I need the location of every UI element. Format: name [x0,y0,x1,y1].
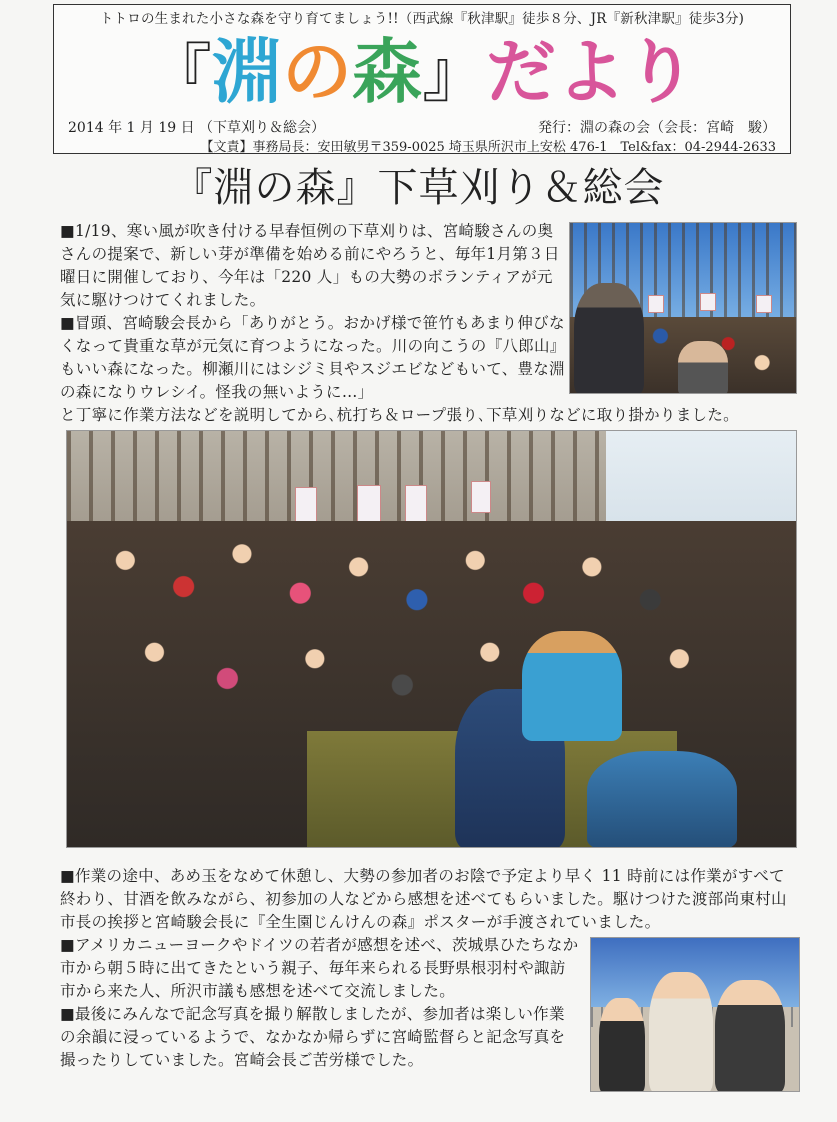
masthead-box [53,4,791,154]
photo-banner [648,295,664,313]
photo-person-center [649,972,713,1092]
title-close-bracket: 』 [422,38,486,112]
photo-group-banner [471,481,491,513]
photo-group [66,430,797,848]
photo-group-camera-person [587,751,737,848]
photo-group-hat-person [522,631,622,741]
photo-group-banner [405,485,427,523]
article-paragraph-1: ■1/19、寒い風が吹き付ける早春恒例の下草刈りは、宮崎駿さんの奥さんの提案で、新しい芽が準備を始める前にやろうと、毎年1月第３日曜日に開催しており、今年は「220 人」もの大勢のボランティアが元気に駆けつけてくれました。 [60,222,560,309]
photo-banner [756,295,772,313]
tagline: トトロの生まれた小さな森を守り育てましょう!!（西武線『秋津駅』徒歩８分、JR『新秋津駅』徒歩3分) [99,11,745,27]
publisher: 発行：淵の森の会（会長：宮崎 駿） [538,120,776,136]
article-paragraph-2: ■冒頭、宮崎駿会長から「ありがとう。おかげ様で笹竹もあまり伸びなくなって貴重な草が元気に育つようになった。川の向こうの『八郎山』もいい森になった。柳瀬川にはシジミ貝やスジエビなどもいて、豊な淵の森になりウレシイ。怪我の無いように…」 [60,314,565,401]
issue-date: 2014 年 1 月 19 日 （下草刈り＆総会） [68,120,326,136]
contact-info: 【文責】事務局長：安田敏男〒359-0025 埼玉県所沢市上安松 476-1 Tel&fax：04-2944-2633 [200,140,776,155]
issue-info [68,117,776,135]
newsletter-title [54,27,790,117]
photo-person-right [715,980,785,1092]
title-dayori: だより [486,31,696,113]
article-paragraph-5: ■最後にみんなで記念写真を撮り解散しましたが、参加者は楽しい作業の余韻に浸っているようで、なかなか帰らずに宮崎監督らと記念写真を撮ったりしていました。宮崎会長ご苦労様でした。 [60,1005,566,1069]
title-char-no: の [282,31,352,113]
article-headline: 『淵の森』下草刈り＆総会 [172,165,665,211]
photo-speaker-figure [574,283,644,394]
photo-group-banner [357,485,381,525]
title-char-fuchi: 淵 [212,31,282,113]
photo-banner [700,293,716,311]
title-open-bracket: 『 [148,38,212,112]
article-paragraph-4: ■アメリカニューヨークやドイツの若者が感想を述べ、茨城県ひたちなか市から朝５時に出てきたという親子、毎年来られる長野県根羽村や諏訪市から来た人、所沢市議も感想を述べて交流しました。 [60,936,579,1000]
photo-commemorative [590,937,800,1092]
photo-listener-figure [678,341,728,394]
article-paragraph-3: ■作業の途中、あめ玉をなめて休憩し、大勢の参加者のお陰で予定より早く 11 時前には作業がすべて終わり、甘酒を飲みながら、初参加の人などから感想を述べてもらいました。駆けつけた渡部尚東村山市長の挨拶と宮崎駿会長に『全生園じんけんの森』ポスターが手渡されていました。 [60,867,787,931]
photo-person-left [599,998,645,1092]
article-paragraph-2-tail: と丁寧に作業方法などを説明してから､杭打ち＆ロープ張り､下草刈りなどに取り掛かりました。 [60,406,739,424]
photo-group-banner [295,487,317,525]
title-char-mori: 森 [352,31,422,113]
photo-speaker [569,222,797,394]
